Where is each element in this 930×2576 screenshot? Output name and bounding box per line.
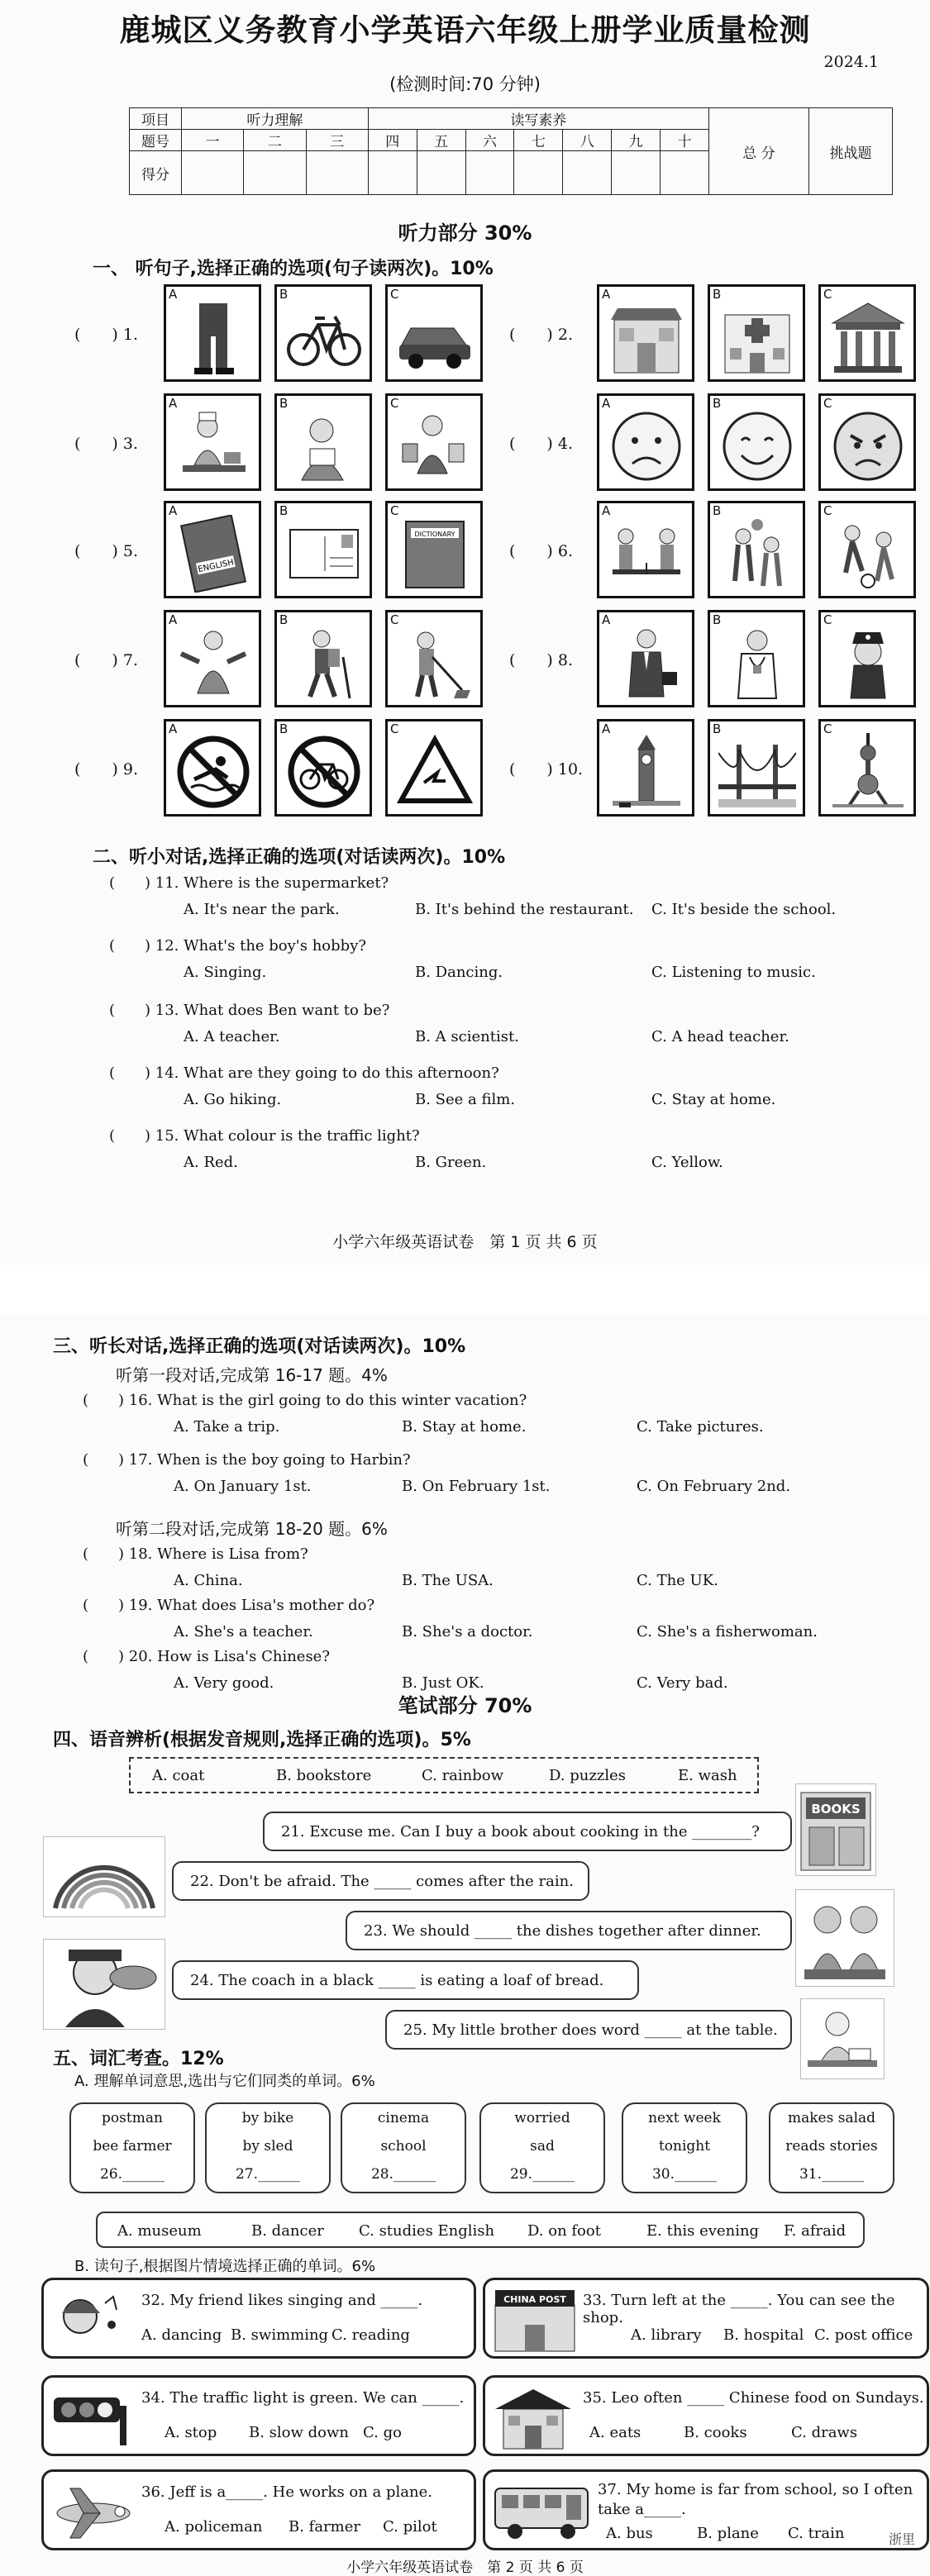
- rainbow-picture: [43, 1836, 165, 1917]
- option-letter: C: [390, 287, 399, 302]
- question-12-option-a[interactable]: A. Singing.: [184, 964, 267, 981]
- option-letter: A: [169, 721, 178, 736]
- score-blank[interactable]: [244, 151, 306, 195]
- part4-title: 四、语音辨析(根据发音规则,选择正确的选项)。5%: [53, 1730, 471, 1750]
- question-3-option-c[interactable]: [385, 393, 483, 491]
- question-2-option-c[interactable]: [818, 284, 916, 382]
- option-letter: A: [602, 287, 611, 302]
- option-letter: A: [169, 503, 178, 518]
- option-letter: C: [823, 612, 832, 627]
- word-group-answer-blank[interactable]: 29.______: [509, 2166, 575, 2183]
- question-14-option-c[interactable]: C. Stay at home.: [651, 1091, 776, 1108]
- question-5-answer-blank[interactable]: ( ) 5.: [74, 542, 138, 560]
- word-group-word: reads stories: [785, 2138, 878, 2155]
- happy-face-icon: [718, 407, 796, 485]
- question-1-option-a[interactable]: [164, 284, 261, 382]
- singing-girl-icon: [50, 2288, 130, 2353]
- question-18-text: ( ) 18. Where is Lisa from?: [83, 1545, 308, 1563]
- question-32-text: 32. My friend likes singing and _____.: [141, 2292, 423, 2309]
- bus-icon: [492, 2483, 591, 2541]
- score-blank[interactable]: [514, 151, 563, 195]
- hospital-icon: [718, 298, 796, 376]
- china-post-sign: CHINA POST: [503, 2294, 566, 2305]
- word-group-word: school: [380, 2138, 427, 2155]
- post-office-icon: [492, 2285, 578, 2355]
- question-35-option-c[interactable]: C. draws: [791, 2424, 858, 2441]
- score-table-cell: 五: [417, 130, 465, 151]
- word-group-word: makes salad: [787, 2110, 876, 2126]
- tv-tower-icon: [829, 733, 907, 811]
- question-33-option-b[interactable]: B. hospital: [723, 2326, 804, 2344]
- traffic-light-icon: [50, 2389, 133, 2447]
- word-group-word: worried: [514, 2110, 570, 2126]
- question-10-option-b[interactable]: [708, 719, 805, 817]
- exam-time-note: (检测时间:70 分钟): [389, 74, 541, 94]
- option-letter: C: [823, 721, 832, 736]
- question-15-option-a[interactable]: A. Red.: [184, 1154, 238, 1171]
- question-box-35: [483, 2375, 929, 2456]
- question-15-option-b[interactable]: B. Green.: [415, 1154, 487, 1171]
- question-17-option-b[interactable]: B. On February 1st.: [402, 1478, 551, 1495]
- option-letter: A: [602, 396, 611, 411]
- sad-face-icon: [608, 407, 685, 485]
- word-group-word: tonight: [658, 2138, 711, 2155]
- score-blank[interactable]: [368, 151, 417, 195]
- question-20-text: ( ) 20. How is Lisa's Chinese?: [83, 1648, 330, 1665]
- word-choice: B. dancer: [251, 2222, 324, 2240]
- word-group-word: bee farmer: [93, 2138, 172, 2155]
- score-blank[interactable]: [563, 151, 612, 195]
- question-34-option-c[interactable]: C. go: [363, 2424, 402, 2441]
- question-35-option-b[interactable]: B. cooks: [684, 2424, 747, 2441]
- option-letter: B: [279, 503, 289, 518]
- option-letter: A: [602, 503, 611, 518]
- score-table-cell: 六: [465, 130, 514, 151]
- option-letter: B: [713, 612, 722, 627]
- word-group-answer-blank[interactable]: 30.______: [651, 2166, 718, 2183]
- score-table-cell: 八: [563, 130, 612, 151]
- question-6-option-a[interactable]: [597, 501, 694, 598]
- score-table-cell: 四: [368, 130, 417, 151]
- question-36-option-b[interactable]: B. farmer: [289, 2518, 360, 2536]
- question-11-option-a[interactable]: A. It's near the park.: [184, 901, 340, 918]
- walking-legs-icon: [174, 298, 252, 376]
- score-table-header: 听力理解: [182, 108, 369, 130]
- question-19-option-c[interactable]: C. She's a fisherwoman.: [637, 1623, 818, 1640]
- question-box-36: [41, 2469, 476, 2550]
- question-8-option-c[interactable]: [818, 610, 916, 707]
- option-letter: B: [713, 503, 722, 518]
- question-14-text: ( ) 14. What are they going to do this afternoon?: [109, 1064, 499, 1082]
- bicycle-icon: [285, 298, 363, 376]
- option-letter: B: [279, 287, 289, 302]
- word-group-30: [622, 2102, 747, 2193]
- question-5-option-a[interactable]: [164, 501, 261, 598]
- rainbow-icon: [44, 1837, 165, 1917]
- option-letter: C: [823, 396, 832, 411]
- shopper-icon: [396, 407, 474, 485]
- writing-heading: 笔试部分 70%: [398, 1694, 532, 1717]
- warning-sign-icon: [396, 733, 474, 811]
- question-box-32: [41, 2278, 476, 2359]
- question-4-option-a[interactable]: [597, 393, 694, 491]
- part5-subB: B. 读句子,根据图片情境选择正确的单词。6%: [74, 2258, 376, 2275]
- option-letter: A: [602, 612, 611, 627]
- man-eating-bread-icon: [44, 1940, 165, 2029]
- question-34-text: 34. The traffic light is green. We can _____.: [141, 2389, 465, 2407]
- question-1-answer-blank[interactable]: ( ) 1.: [74, 326, 138, 344]
- question-5-option-b[interactable]: [274, 501, 372, 598]
- question-16-option-b[interactable]: B. Stay at home.: [402, 1418, 527, 1436]
- score-blank[interactable]: [417, 151, 465, 195]
- word-choice: D. on foot: [527, 2222, 601, 2240]
- score-table-cell: 九: [612, 130, 661, 151]
- word-group-26: [69, 2102, 195, 2193]
- football-icon: [829, 515, 907, 593]
- question-7-option-b[interactable]: [274, 610, 372, 707]
- question-5-option-c[interactable]: [385, 501, 483, 598]
- part4-option: E. wash: [678, 1767, 737, 1784]
- option-letter: C: [390, 503, 399, 518]
- question-16-option-c[interactable]: C. Take pictures.: [637, 1418, 764, 1436]
- part5-title: 五、词汇考查。12%: [53, 2049, 224, 2069]
- question-10-option-a[interactable]: [597, 719, 694, 817]
- question-13-option-a[interactable]: A. A teacher.: [184, 1028, 280, 1045]
- car-icon: [396, 298, 474, 376]
- word-group-answer-blank[interactable]: 27.______: [235, 2166, 301, 2183]
- question-9-answer-blank[interactable]: ( ) 9.: [74, 760, 138, 779]
- hiker-icon: [285, 624, 363, 702]
- score-table-row-label: 得分: [130, 151, 182, 195]
- sentence-24: 24. The coach in a black _____ is eating a loaf of bread.: [190, 1972, 604, 1989]
- question-11-option-c[interactable]: C. It's beside the school.: [651, 901, 837, 918]
- question-35-text: 35. Leo often _____ Chinese food on Sundays.: [583, 2389, 924, 2407]
- family-washing-icon: [796, 1890, 894, 1986]
- question-3-option-b[interactable]: [274, 393, 372, 491]
- option-letter: B: [713, 396, 722, 411]
- businessman-icon: [608, 624, 685, 702]
- part3-title: 三、听长对话,选择正确的选项(对话读两次)。10%: [53, 1336, 466, 1357]
- score-table-cell: 三: [306, 130, 368, 151]
- question-6-option-b[interactable]: [708, 501, 805, 598]
- word-choices-box: [96, 2212, 865, 2248]
- washing-dishes-picture: [795, 1889, 894, 1987]
- word-group-27: [205, 2102, 331, 2193]
- museum-icon: [829, 298, 907, 376]
- question-33-option-a[interactable]: A. library: [631, 2326, 702, 2344]
- no-cycling-icon: [285, 733, 363, 811]
- word-group-word: postman: [102, 2110, 163, 2126]
- part4-option: D. puzzles: [549, 1767, 626, 1784]
- question-35-option-a[interactable]: A. eats: [589, 2424, 641, 2441]
- dictionary-cover-text: DICTIONARY: [414, 531, 455, 538]
- question-37-text: 37. My home is far from school, so I often take a_____.: [598, 2481, 913, 2518]
- question-9-option-c[interactable]: [385, 719, 483, 817]
- page-divider: [0, 1264, 930, 1314]
- question-7-option-c[interactable]: [385, 610, 483, 707]
- question-32-option-b[interactable]: B. swimming: [231, 2326, 329, 2344]
- option-letter: B: [279, 396, 289, 411]
- word-choice: E. this evening: [646, 2222, 760, 2240]
- score-table-cell: 二: [244, 130, 306, 151]
- sentence-box-23: [346, 1911, 792, 1950]
- question-8-option-a[interactable]: [597, 610, 694, 707]
- word-group-28: [341, 2102, 466, 2193]
- word-group-word: next week: [648, 2110, 721, 2126]
- question-15-option-c[interactable]: C. Yellow.: [651, 1154, 723, 1171]
- question-34-option-a[interactable]: A. stop: [165, 2424, 217, 2441]
- part4-option: B. bookstore: [276, 1767, 372, 1784]
- question-6-answer-blank[interactable]: ( ) 6.: [509, 542, 573, 560]
- score-table-header: 项目: [130, 108, 182, 130]
- question-16-text: ( ) 16. What is the girl going to do this winter vacation?: [83, 1392, 527, 1409]
- question-1-option-c[interactable]: [385, 284, 483, 382]
- question-12-option-c[interactable]: C. Listening to music.: [651, 964, 816, 981]
- score-blank[interactable]: [465, 151, 514, 195]
- part2-title: 二、听小对话,选择正确的选项(对话读两次)。10%: [93, 847, 506, 868]
- question-box-34: [41, 2375, 476, 2456]
- score-table-row-label: 题号: [130, 130, 182, 151]
- question-17-option-c[interactable]: C. On February 2nd.: [637, 1478, 791, 1495]
- option-letter: C: [823, 503, 832, 518]
- question-19-option-b[interactable]: B. She's a doctor.: [402, 1623, 533, 1640]
- score-table-cell: 七: [514, 130, 563, 151]
- question-7-answer-blank[interactable]: ( ) 7.: [74, 651, 138, 669]
- word-group-29: [479, 2102, 605, 2193]
- chinese-restaurant-icon: [492, 2384, 575, 2452]
- option-letter: C: [390, 721, 399, 736]
- option-letter: C: [390, 396, 399, 411]
- question-11-text: ( ) 11. Where is the supermarket?: [109, 874, 389, 892]
- question-20-option-a[interactable]: A. Very good.: [174, 1674, 274, 1692]
- question-2-answer-blank[interactable]: ( ) 2.: [509, 326, 573, 344]
- no-swimming-icon: [174, 733, 252, 811]
- question-8-option-b[interactable]: [708, 610, 805, 707]
- question-37-option-a[interactable]: A. bus: [606, 2525, 653, 2542]
- page1-footer: 小学六年级英语试卷 第 1 页 共 6 页: [332, 1233, 598, 1251]
- question-8-answer-blank[interactable]: ( ) 8.: [509, 651, 573, 669]
- question-33-option-c[interactable]: C. post office: [814, 2326, 913, 2344]
- question-10-answer-blank[interactable]: ( ) 10.: [509, 760, 584, 779]
- question-17-option-a[interactable]: A. On January 1st.: [174, 1478, 312, 1495]
- sentence-box-21: [263, 1812, 792, 1851]
- question-4-option-b[interactable]: [708, 393, 805, 491]
- doctor-icon: [718, 624, 796, 702]
- question-14-option-b[interactable]: B. See a film.: [415, 1091, 516, 1108]
- question-13-option-b[interactable]: B. A scientist.: [415, 1028, 519, 1045]
- question-32-option-a[interactable]: A. dancing: [141, 2326, 222, 2344]
- option-letter: B: [713, 287, 722, 302]
- option-letter: B: [279, 721, 289, 736]
- dictionary-icon: [396, 515, 474, 593]
- word-group-answer-blank[interactable]: 26.______: [99, 2166, 165, 2183]
- police-icon: [829, 624, 907, 702]
- coach-picture: [43, 1939, 165, 2030]
- word-group-answer-blank[interactable]: 28.______: [370, 2166, 436, 2183]
- score-table-header: 挑战题: [809, 108, 893, 195]
- question-36-option-a[interactable]: A. policeman: [165, 2518, 263, 2536]
- question-4-option-c[interactable]: [818, 393, 916, 491]
- question-6-option-c[interactable]: [818, 501, 916, 598]
- question-32-option-c[interactable]: C. reading: [331, 2326, 410, 2344]
- score-table-cell: 一: [182, 130, 244, 151]
- word-group-word: sad: [530, 2138, 555, 2155]
- question-37-option-b[interactable]: B. plane: [697, 2525, 759, 2542]
- question-box-33: [483, 2278, 929, 2359]
- english-book-icon: [174, 515, 252, 593]
- reader-icon: [285, 407, 363, 485]
- question-3-answer-blank[interactable]: ( ) 3.: [74, 435, 138, 453]
- score-blank[interactable]: [661, 151, 709, 195]
- part5-subA: A. 理解单词意思,选出与它们同类的单词。6%: [74, 2073, 375, 2090]
- question-15-text: ( ) 15. What colour is the traffic light?: [109, 1127, 420, 1145]
- ping-pong-icon: [608, 515, 685, 593]
- word-choice: A. museum: [117, 2222, 202, 2240]
- child-at-table-icon: [801, 1999, 884, 2078]
- part4-options-box: [129, 1757, 759, 1793]
- question-12-text: ( ) 12. What's the boy's hobby?: [109, 937, 367, 955]
- sentence-box-25: [385, 2010, 792, 2050]
- question-9-option-a[interactable]: [164, 719, 261, 817]
- question-10-option-c[interactable]: [818, 719, 916, 817]
- exam-title: 鹿城区义务教育小学英语六年级上册学业质量检测: [119, 12, 811, 48]
- option-letter: A: [169, 396, 178, 411]
- question-18-option-a[interactable]: A. China.: [174, 1572, 243, 1589]
- angry-face-icon: [829, 407, 907, 485]
- sentence-22: 22. Don't be afraid. The _____ comes after the rain.: [190, 1873, 574, 1890]
- question-1-option-b[interactable]: [274, 284, 372, 382]
- word-group-31: [769, 2102, 894, 2193]
- score-table: [129, 107, 893, 195]
- part1-title: 一、 听句子,选择正确的选项(句子读两次)。10%: [93, 259, 494, 279]
- question-16-option-a[interactable]: A. Take a trip.: [174, 1418, 280, 1436]
- word-group-answer-blank[interactable]: 31.______: [799, 2166, 865, 2183]
- question-18-option-b[interactable]: B. The USA.: [402, 1572, 494, 1589]
- exam-date: 2024.1: [823, 53, 879, 71]
- question-12-option-b[interactable]: B. Dancing.: [415, 964, 503, 981]
- question-33-text: 33. Turn left at the _____. You can see the shop.: [583, 2292, 895, 2326]
- sentence-21: 21. Excuse me. Can I buy a book about cooking in the ________?: [281, 1823, 760, 1840]
- score-blank[interactable]: [612, 151, 661, 195]
- shop-icon: [608, 298, 685, 376]
- books-sign: BOOKS: [811, 1802, 861, 1817]
- question-3-option-a[interactable]: [164, 393, 261, 491]
- question-19-option-a[interactable]: A. She's a teacher.: [174, 1623, 313, 1640]
- question-13-option-c[interactable]: C. A head teacher.: [651, 1028, 789, 1045]
- score-blank[interactable]: [182, 151, 244, 195]
- sentence-25: 25. My little brother does word _____ at the table.: [403, 2021, 778, 2039]
- score-blank[interactable]: [306, 151, 368, 195]
- question-34-option-b[interactable]: B. slow down: [249, 2424, 349, 2441]
- word-choice: F. afraid: [784, 2222, 847, 2240]
- question-9-option-b[interactable]: [274, 719, 372, 817]
- question-17-text: ( ) 17. When is the boy going to Harbin?: [83, 1451, 411, 1469]
- watermark: 浙里: [888, 2531, 915, 2547]
- question-37-option-c[interactable]: C. train: [788, 2525, 845, 2542]
- sentence-23: 23. We should _____ the dishes together after dinner.: [364, 1922, 761, 1940]
- word-choice: C. studies English: [359, 2222, 495, 2240]
- option-letter: B: [713, 721, 722, 736]
- question-36-option-c[interactable]: C. pilot: [383, 2518, 437, 2536]
- question-14-option-a[interactable]: A. Go hiking.: [184, 1091, 282, 1108]
- question-19-text: ( ) 19. What does Lisa's mother do?: [83, 1597, 375, 1614]
- sweeper-icon: [396, 624, 474, 702]
- listening-heading: 听力部分 30%: [398, 221, 532, 245]
- bookstore-picture: [795, 1783, 876, 1876]
- word-group-word: cinema: [377, 2110, 430, 2126]
- page2-footer: 小学六年级英语试卷 第 2 页 共 6 页: [346, 2559, 584, 2576]
- word-group-word: by bike: [241, 2110, 294, 2126]
- question-11-option-b[interactable]: B. It's behind the restaurant.: [415, 901, 634, 918]
- question-20-option-c[interactable]: C. Very bad.: [637, 1674, 728, 1692]
- book-cover-text: ENGLISH: [197, 558, 235, 575]
- question-2-option-b[interactable]: [708, 284, 805, 382]
- bookstore-icon: [796, 1784, 875, 1875]
- sentence-box-24: [172, 1960, 639, 2000]
- question-7-option-a[interactable]: [164, 610, 261, 707]
- option-letter: C: [823, 287, 832, 302]
- question-box-37: [483, 2469, 929, 2550]
- question-18-option-c[interactable]: C. The UK.: [637, 1572, 718, 1589]
- part3-group1: 听第一段对话,完成第 16-17 题。4%: [116, 1365, 388, 1385]
- question-2-option-a[interactable]: [597, 284, 694, 382]
- basketball-icon: [718, 515, 796, 593]
- score-table-header: 总 分: [709, 108, 809, 195]
- taichi-icon: [174, 624, 252, 702]
- word-puzzle-picture: [800, 1998, 885, 2079]
- question-20-option-b[interactable]: B. Just OK.: [402, 1674, 484, 1692]
- option-letter: B: [279, 612, 289, 627]
- option-letter: A: [169, 612, 178, 627]
- question-4-answer-blank[interactable]: ( ) 4.: [509, 435, 573, 453]
- score-table-header: 读写素养: [368, 108, 708, 130]
- part4-option: A. coat: [152, 1767, 205, 1784]
- airplane-icon: [50, 2483, 136, 2541]
- part3-group2: 听第二段对话,完成第 18-20 题。6%: [116, 1519, 388, 1539]
- question-36-text: 36. Jeff is a_____. He works on a plane.: [141, 2483, 432, 2501]
- big-ben-icon: [608, 733, 685, 811]
- part4-option: C. rainbow: [422, 1767, 504, 1784]
- bridge-icon: [718, 733, 796, 811]
- cook-icon: [174, 407, 252, 485]
- option-letter: C: [390, 612, 399, 627]
- question-13-text: ( ) 13. What does Ben want to be?: [109, 1002, 390, 1019]
- word-group-word: by sled: [242, 2138, 293, 2155]
- sentence-box-22: [172, 1861, 589, 1901]
- postcard-icon: [285, 515, 363, 593]
- score-table-cell: 十: [661, 130, 709, 151]
- option-letter: A: [169, 287, 178, 302]
- option-letter: A: [602, 721, 611, 736]
